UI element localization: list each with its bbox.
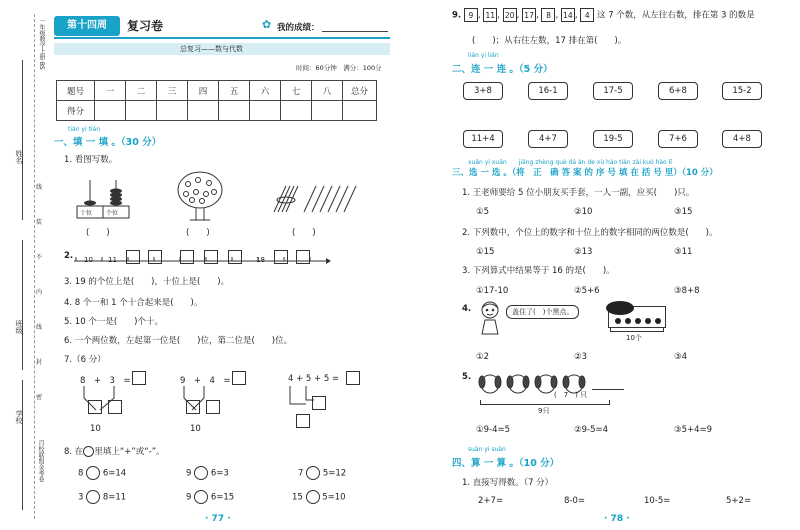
abacus-ones-label: 个位 bbox=[106, 210, 119, 217]
match-card-top[interactable]: 6+8 bbox=[658, 82, 698, 100]
binding-name-line bbox=[22, 60, 23, 220]
mc-option[interactable]: ②9-5=4 bbox=[574, 425, 609, 435]
binding-class-line bbox=[22, 240, 23, 370]
binding-name-label: 姓名 bbox=[15, 150, 23, 164]
mc4-number: 4. bbox=[462, 304, 472, 314]
number-card: 11 bbox=[483, 8, 497, 22]
match-card-bottom[interactable]: 4+7 bbox=[528, 130, 568, 148]
mc-option[interactable]: ②10 bbox=[574, 207, 593, 217]
score-table-header-row bbox=[57, 81, 377, 101]
score-cell[interactable] bbox=[126, 101, 157, 121]
q1-text: 1. 看图写数。 bbox=[64, 155, 118, 165]
mc-option[interactable]: ②13 bbox=[574, 247, 593, 257]
number-card: 4 bbox=[580, 8, 594, 22]
brace-bottom bbox=[480, 400, 610, 405]
mc-option[interactable]: ②5+6 bbox=[574, 286, 600, 296]
brace-bottom-label: 9只 bbox=[538, 407, 550, 415]
q8-label: 8. 在 里填上“+”或“-”。 bbox=[64, 447, 165, 457]
number-card: 14 bbox=[561, 8, 575, 22]
binding-strip-line bbox=[34, 14, 35, 519]
match-card-top[interactable]: 16-1 bbox=[528, 82, 568, 100]
calc-label: 1. 直接写得数。（7 分） bbox=[462, 478, 554, 488]
binding-school-label: 学校 bbox=[15, 410, 23, 424]
mc-option[interactable]: ③15 bbox=[674, 207, 693, 217]
q7-split-box[interactable] bbox=[296, 414, 310, 428]
operator-circle[interactable] bbox=[86, 466, 100, 480]
mc-option[interactable]: ①2 bbox=[476, 352, 490, 362]
table-header-cell: 总分 bbox=[343, 81, 377, 101]
number-line-box[interactable] bbox=[180, 250, 194, 264]
score-cell[interactable] bbox=[281, 101, 312, 121]
section3-pinyin: xuǎn yi xuǎn jiāng zhèng què dá àn de xù hào tián zài kuò hào lǐ bbox=[468, 159, 672, 166]
score-cell[interactable] bbox=[312, 101, 343, 121]
table-header-cell: 五 bbox=[219, 81, 250, 101]
table-header-cell: 三 bbox=[157, 81, 188, 101]
operator-circle[interactable] bbox=[306, 490, 320, 504]
match-card-top[interactable]: 15-2 bbox=[722, 82, 762, 100]
q7-eq3: 4 + 5 + 5 = bbox=[288, 374, 340, 384]
title-underline bbox=[54, 37, 390, 39]
q1-blank-1[interactable]: ( ) bbox=[86, 228, 110, 238]
apple-tree-image bbox=[174, 170, 226, 222]
number-line-box[interactable] bbox=[274, 250, 288, 264]
match-card-top[interactable]: 3+8 bbox=[463, 82, 503, 100]
q8-item: 3 8=11 bbox=[78, 490, 126, 504]
q7-answer-box-1[interactable] bbox=[132, 371, 146, 385]
q7-split-box[interactable] bbox=[312, 396, 326, 410]
q8-item: 9 6=15 bbox=[186, 490, 234, 504]
table-header-cell: 题号 bbox=[57, 81, 95, 101]
q5-text: 5. 10 个一是( )个十。 bbox=[64, 317, 163, 327]
page-number-left: · 77 · bbox=[205, 514, 231, 524]
q2-label: 2. bbox=[64, 251, 74, 261]
number-line-box[interactable] bbox=[228, 250, 242, 264]
score-cell[interactable] bbox=[219, 101, 250, 121]
mc1-question: 1. 王老师要给 5 位小朋友买手套，一人一副，应买( )只。 bbox=[462, 188, 695, 198]
section1-pinyin: tián yi tián bbox=[68, 126, 101, 133]
q1-blank-2[interactable]: ( ) bbox=[186, 228, 210, 238]
q3-text: 3. 19 的个位上是( )，十位上是( )。 bbox=[64, 277, 230, 287]
calc-item[interactable]: 5+2= bbox=[726, 496, 752, 506]
q7-split-box[interactable] bbox=[206, 400, 220, 414]
mc-option[interactable]: ③8+8 bbox=[674, 286, 700, 296]
binding-school-line bbox=[22, 380, 23, 510]
table-header-cell: 四 bbox=[188, 81, 219, 101]
section2-pinyin: lián yi lián bbox=[468, 52, 499, 59]
match-card-bottom[interactable]: 4+8 bbox=[722, 130, 762, 148]
q7-split-box[interactable] bbox=[88, 400, 102, 414]
q8-item: 7 5=12 bbox=[298, 466, 346, 480]
page-title: 复习卷 bbox=[127, 19, 164, 33]
number-card: 20 bbox=[503, 8, 517, 22]
score-cell[interactable] bbox=[343, 101, 377, 121]
operator-circle[interactable] bbox=[306, 466, 320, 480]
my-score-label: 我的成绩： bbox=[277, 23, 320, 33]
calc-item[interactable]: 2+7= bbox=[478, 496, 504, 506]
q7-eq2: 9 + 4 = bbox=[180, 376, 231, 386]
tick-label: 11 bbox=[108, 256, 117, 264]
page-number-right: · 78 · bbox=[604, 514, 630, 524]
mc-option[interactable]: ①17-10 bbox=[476, 286, 509, 296]
binding-class-label: 班级 bbox=[15, 320, 23, 334]
number-line-box[interactable] bbox=[296, 250, 310, 264]
operator-circle[interactable] bbox=[194, 466, 208, 480]
mc-option[interactable]: ①5 bbox=[476, 207, 490, 217]
table-row-label: 得分 bbox=[57, 101, 95, 121]
calc-item[interactable]: 10-5= bbox=[644, 496, 671, 506]
score-table-score-row bbox=[57, 101, 377, 121]
section4-title: 四、算 一 算 。（10 分） bbox=[452, 458, 560, 469]
section1-title: 一、填 一 填 。（30 分） bbox=[54, 137, 162, 148]
section2-title: 二、连 一 连 。（5 分） bbox=[452, 64, 553, 75]
number-card: 9 bbox=[464, 8, 478, 22]
table-header-cell: 二 bbox=[126, 81, 157, 101]
q7-answer-box-2[interactable] bbox=[232, 371, 246, 385]
number-line-box[interactable] bbox=[204, 250, 218, 264]
binding-union-label: 百校联盟金考卷 bbox=[37, 440, 44, 482]
match-card-bottom[interactable]: 19-5 bbox=[593, 130, 633, 148]
my-score-line[interactable] bbox=[322, 31, 388, 32]
q8-item: 9 6=3 bbox=[186, 466, 229, 480]
table-header-cell: 八 bbox=[312, 81, 343, 101]
binding-grade-label: 一年级数学上册·BS bbox=[38, 18, 45, 70]
q8-item: 8 6=14 bbox=[78, 466, 126, 480]
subtitle: 总复习——数与代数 bbox=[180, 45, 243, 53]
mc3-question: 3. 下列算式中结果等于 16 的是( )。 bbox=[462, 266, 615, 276]
match-card-bottom[interactable]: 11+4 bbox=[463, 130, 503, 148]
brace-top-line bbox=[592, 389, 624, 390]
mc-option[interactable]: ③5+4=9 bbox=[674, 425, 713, 435]
table-header-cell: 七 bbox=[281, 81, 312, 101]
q1-blank-3[interactable]: ( ) bbox=[292, 228, 316, 238]
dots-caption: 10个 bbox=[626, 334, 642, 342]
time-info: 时间：60分钟 满分：100分 bbox=[296, 64, 382, 72]
dots-image bbox=[610, 308, 666, 328]
week-badge: 第十四周 bbox=[54, 16, 120, 36]
q9-sequence: 9. 9 , 11 , 20 , 17 , 8 , 14 , 4 这 7 个数，从左往右数，排在第 3 的数是 bbox=[452, 8, 755, 22]
mc2-question: 2. 下列数中，个位上的数字和十位上的数字相同的两位数是( )。 bbox=[462, 228, 718, 238]
q9-line2: ( )；从右往左数，17 排在第( )。 bbox=[472, 36, 627, 46]
q7-label: 7.（6 分） bbox=[64, 355, 106, 365]
number-card: 8 bbox=[541, 8, 555, 22]
mc-option[interactable]: ①15 bbox=[476, 247, 495, 257]
section3-title: 三、选 一 选 。（将 正 确 答 案 的 序 号 填 在 括 号 里）（10 分） bbox=[452, 168, 718, 178]
mc5-number: 5. bbox=[462, 372, 472, 382]
tick-label: 10 bbox=[84, 256, 93, 264]
score-cell[interactable] bbox=[157, 101, 188, 121]
flower-icon: ✿ bbox=[262, 18, 272, 31]
number-line-box[interactable] bbox=[148, 250, 162, 264]
q7-ten-1: 10 bbox=[90, 424, 101, 434]
table-header-cell: 六 bbox=[250, 81, 281, 101]
calc-item[interactable]: 8-0= bbox=[564, 496, 586, 506]
number-card: 17 bbox=[522, 8, 536, 22]
circle-icon bbox=[83, 446, 94, 457]
operator-circle[interactable] bbox=[86, 490, 100, 504]
speech-bubble: 盖住了( )个黑点。 bbox=[506, 305, 579, 319]
binding-dash-text: 线 装 不 内 线 封 密 bbox=[36, 184, 43, 401]
q7-split-box[interactable] bbox=[186, 400, 200, 414]
table-header-cell: 一 bbox=[95, 81, 126, 101]
counting-sticks-image bbox=[270, 184, 360, 216]
q6-text: 6. 一个两位数，左起第一位是( )位，第二位是( )位。 bbox=[64, 336, 293, 346]
abacus-tens-label: 十位 bbox=[80, 210, 93, 217]
q8-item: 15 5=10 bbox=[292, 490, 346, 504]
q7-split-box[interactable] bbox=[108, 400, 122, 414]
mc-option[interactable]: ②3 bbox=[574, 352, 588, 362]
score-cell[interactable] bbox=[95, 101, 126, 121]
q7-eq1: 8 + 3 = bbox=[80, 376, 131, 386]
number-line-box[interactable] bbox=[126, 250, 140, 264]
section4-pinyin: suàn yi suàn bbox=[468, 446, 506, 453]
score-cell[interactable] bbox=[250, 101, 281, 121]
girl-figure-image bbox=[476, 300, 504, 336]
q7-ten-2: 10 bbox=[190, 424, 201, 434]
match-card-bottom[interactable]: 7+6 bbox=[658, 130, 698, 148]
score-table bbox=[56, 80, 377, 121]
q4-text: 4. 8 个一和 1 个十合起来是( )。 bbox=[64, 298, 203, 308]
q7-answer-box-3[interactable] bbox=[346, 371, 360, 385]
tick-label: 18 bbox=[256, 256, 265, 264]
score-cell[interactable] bbox=[188, 101, 219, 121]
operator-circle[interactable] bbox=[194, 490, 208, 504]
mc-option[interactable]: ③11 bbox=[674, 247, 693, 257]
match-card-top[interactable]: 17-5 bbox=[593, 82, 633, 100]
dots-brace bbox=[610, 328, 664, 332]
brace-top-label: ( 7 ) 只 bbox=[554, 391, 588, 399]
mc-option[interactable]: ①9-4=5 bbox=[476, 425, 511, 435]
mc-option[interactable]: ③4 bbox=[674, 352, 688, 362]
